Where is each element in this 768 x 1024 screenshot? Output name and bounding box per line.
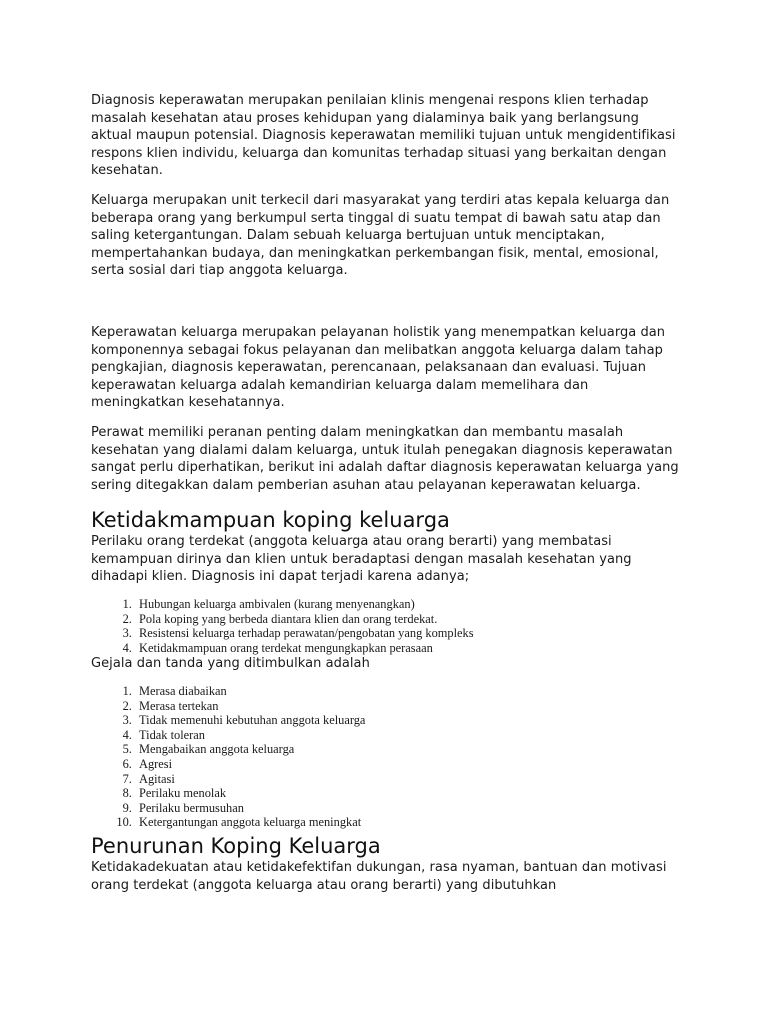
list-item: 2. Pola koping yang berbeda diantara klien dan orang terdekat.	[135, 612, 681, 627]
list-item: 7. Agitasi	[135, 772, 681, 787]
symptoms-intro: Gejala dan tanda yang ditimbulkan adalah	[91, 656, 370, 672]
list-item: 1. Hubungan keluarga ambivalen (kurang menyenangkan)	[135, 597, 681, 612]
paragraph-diagnosis-definition: Diagnosis keperawatan merupakan penilaian klinis mengenai respons klien terhadap masalah kesehatan atau proses kehidupan yang dialaminya baik yang berlangsung aktual maupun potensial. Diagnosis keperawatan memiliki tujuan untuk mengidentifikasi respons klien individu, keluarga dan komunitas terhadap situasi yang berkaitan dengan kesehatan.	[91, 93, 676, 179]
list-item: 4. Ketidakmampuan orang terdekat mengungkapkan perasaan	[135, 641, 681, 656]
document-page	[91, 92, 681, 894]
causes-list	[91, 597, 681, 655]
symptoms-list	[91, 684, 681, 830]
section-heading-ketidakmampuan: Ketidakmampuan koping keluarga	[91, 508, 450, 533]
section1-intro: Perilaku orang terdekat (anggota keluarga atau orang berarti) yang membatasi kemampuan dirinya dan klien untuk beradaptasi dengan masalah kesehatan yang dihadapi klien. Diagnosis ini dapat terjadi karena adanya;	[91, 534, 632, 585]
list-item: 4. Tidak toleran	[135, 728, 681, 743]
paragraph-family-nursing: Keperawatan keluarga merupakan pelayanan holistik yang menempatkan keluarga dan komponennya sebagai fokus pelayanan dan melibatkan anggota keluarga dalam tahap pengkajian, diagnosis keperawatan, perencanaan, pelaksanaan dan evaluasi. Tujuan keperawatan keluarga adalah kemandirian keluarga dalam memelihara dan meningkatkan kesehatannya.	[91, 324, 666, 411]
list-item: 1. Merasa diabaikan	[135, 684, 681, 699]
list-item: 10. Ketergantungan anggota keluarga meningkat	[135, 815, 681, 830]
list-item: 8. Perilaku menolak	[135, 786, 681, 801]
list-item: 5. Mengabaikan anggota keluarga	[135, 742, 681, 757]
paragraph-nurse-role: Perawat memiliki peranan penting dalam meningkatkan dan membantu masalah kesehatan yang dialami dalam keluarga, untuk itulah penegakan diagnosis keperawatan sangat perlu diperhatikan, berikut ini adalah daftar diagnosis keperawatan keluarga yang sering ditegakkan dalam pemberian asuhan atau pelayanan keperawatan keluarga.	[91, 424, 679, 493]
list-item: 3. Tidak memenuhi kebutuhan anggota keluarga	[135, 713, 681, 728]
list-item: 6. Agresi	[135, 757, 681, 772]
list-item: 9. Perilaku bermusuhan	[135, 801, 681, 816]
section-heading-penurunan: Penurunan Koping Keluarga	[91, 833, 381, 858]
list-item: 3. Resistensi keluarga terhadap perawatan/pengobatan yang kompleks	[135, 626, 681, 641]
section2-intro: Ketidakadekuatan atau ketidakefektifan dukungan, rasa nyaman, bantuan dan motivasi orang terdekat (anggota keluarga atau orang berarti) yang dibutuhkan	[91, 859, 667, 893]
list-item: 2. Merasa tertekan	[135, 699, 681, 714]
paragraph-family-definition: Keluarga merupakan unit terkecil dari masyarakat yang terdiri atas kepala keluarga dan beberapa orang yang berkumpul serta tinggal di suatu tempat di bawah satu atap dan saling ketergantungan. Dalam sebuah keluarga bertujuan untuk menciptakan, mempertahankan budaya, dan meningkatkan perkembangan fisik, mental, emosional, serta sosial dari tiap anggota keluarga.	[91, 192, 670, 279]
